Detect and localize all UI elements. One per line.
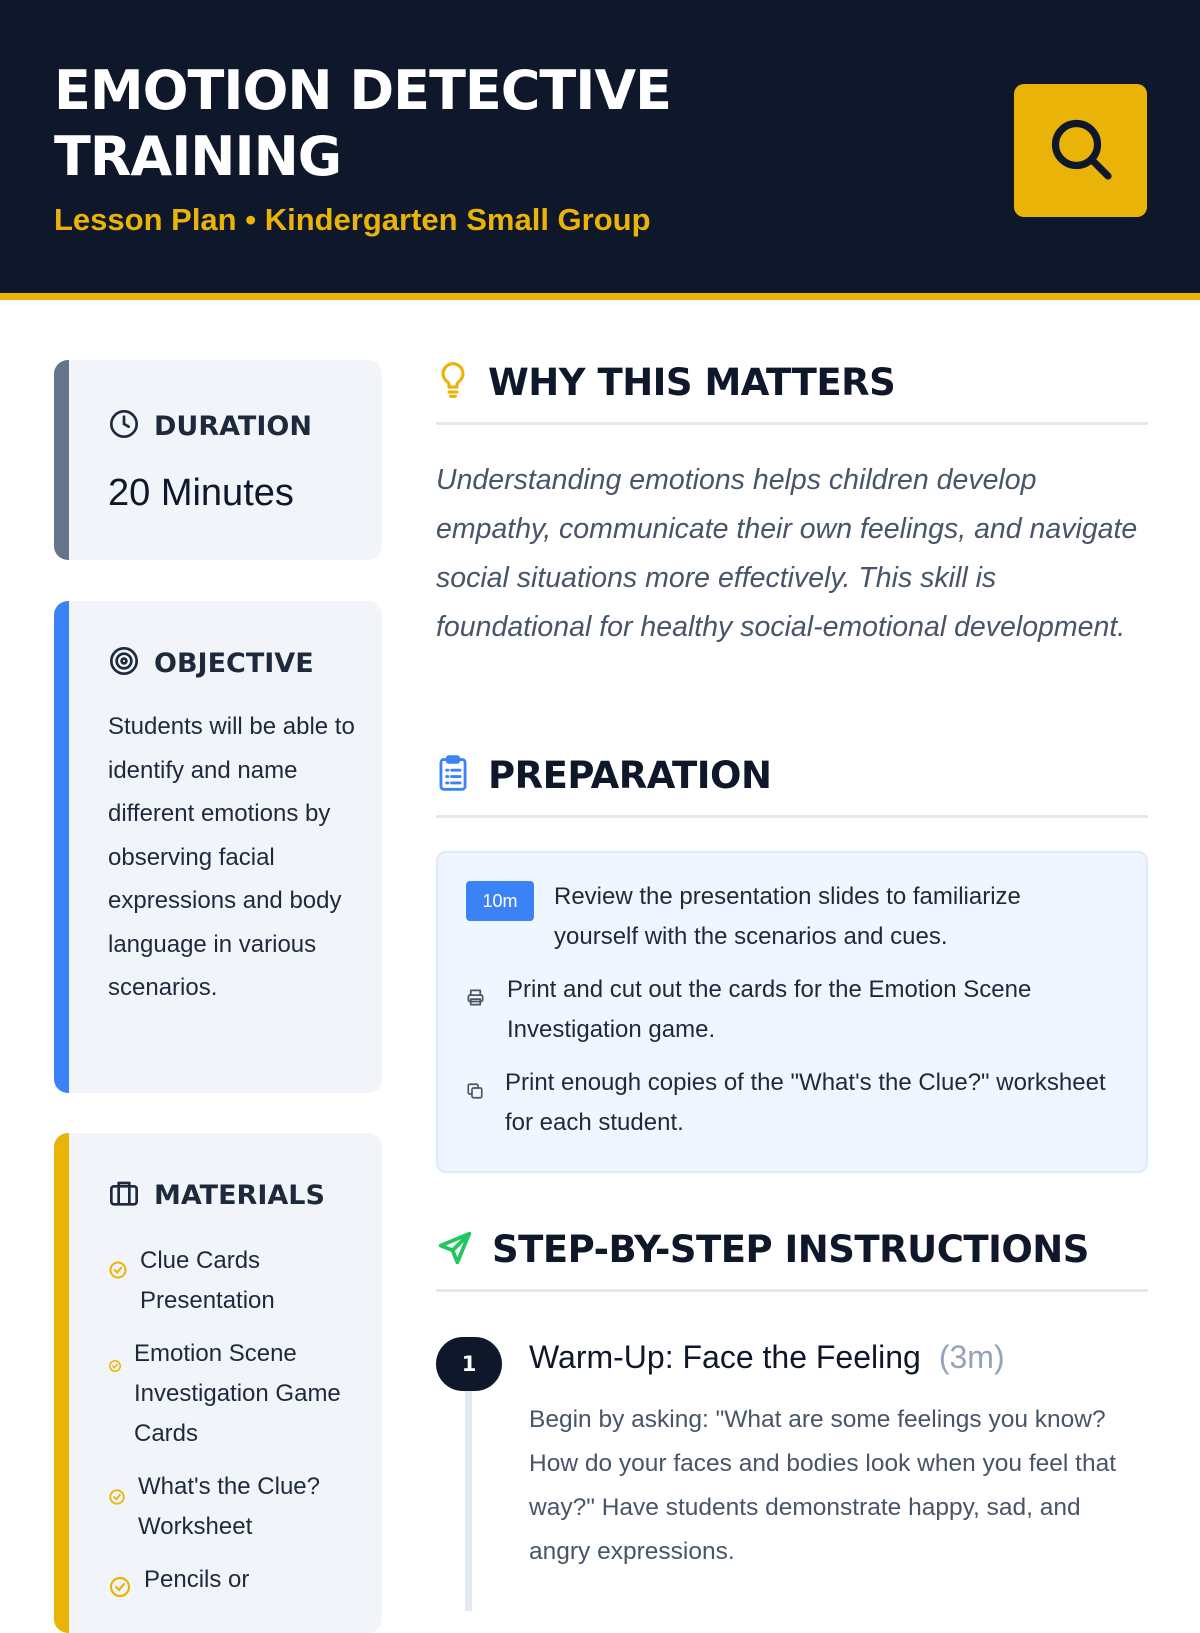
check-circle-icon	[108, 1572, 132, 1612]
copy-icon	[466, 1073, 484, 1113]
preparation-title: PREPARATION	[488, 753, 772, 797]
send-icon	[436, 1229, 474, 1271]
materials-accent-bar	[54, 1133, 69, 1633]
step-number: 1	[436, 1337, 502, 1391]
step-title-text: Warm-Up: Face the Feeling	[529, 1339, 921, 1375]
why-title: WHY THIS MATTERS	[488, 360, 896, 404]
duration-accent-bar	[54, 360, 69, 560]
preparation-box	[436, 851, 1148, 1173]
material-label: Pencils or	[144, 1566, 250, 1593]
list-item	[108, 1560, 368, 1612]
materials-list	[108, 1241, 368, 1625]
preparation-section-header	[436, 753, 1148, 818]
time-badge: 10m	[466, 881, 534, 921]
prep-item	[466, 1063, 1126, 1143]
check-circle-icon	[108, 1346, 122, 1386]
list-item	[108, 1467, 368, 1547]
page-subtitle: Lesson Plan • Kindergarten Small Group	[54, 202, 651, 237]
list-item	[108, 1334, 368, 1454]
materials-card	[54, 1133, 382, 1633]
material-label: Clue Cards Presentation	[140, 1247, 275, 1314]
clipboard-icon	[436, 753, 470, 797]
target-icon	[108, 645, 140, 681]
materials-label: MATERIALS	[154, 1179, 325, 1211]
step-duration: (3m)	[938, 1339, 1005, 1375]
material-label: What's the Clue? Worksheet	[138, 1473, 321, 1540]
search-icon	[1045, 113, 1117, 189]
step-timeline-line	[465, 1391, 472, 1611]
check-circle-icon	[108, 1479, 126, 1519]
search-badge	[1014, 84, 1147, 217]
printer-icon	[466, 980, 485, 1020]
step-title	[529, 1339, 1005, 1376]
instructions-section-header	[436, 1228, 1148, 1292]
step-description: Begin by asking: "What are some feelings you know? How do your faces and bodies look when you feel that way?" Have students demonstrate happy, sad, and angry expressions.	[529, 1406, 1117, 1565]
prep-item-text: Print enough copies of the "What's the Clue?" worksheet for each student.	[505, 1069, 1106, 1136]
objective-text: Students will be able to identify and name different emotions by observing facial expressions and body language in various scenarios.	[108, 713, 355, 1001]
instructions-title: STEP-BY-STEP INSTRUCTIONS	[492, 1228, 1089, 1271]
duration-value: 20 Minutes	[108, 472, 294, 514]
objective-card	[54, 601, 382, 1093]
duration-label: DURATION	[154, 410, 312, 442]
material-label: Emotion Scene Investigation Game Cards	[134, 1340, 341, 1447]
briefcase-icon	[108, 1177, 140, 1213]
check-circle-icon	[108, 1253, 128, 1293]
page-header	[0, 0, 1200, 300]
clock-icon	[108, 408, 140, 444]
prep-item-text: Print and cut out the cards for the Emotion Scene Investigation game.	[507, 976, 1032, 1043]
page-title: EMOTION DETECTIVE TRAINING	[54, 59, 672, 188]
prep-item-text: Review the presentation slides to familiarize yourself with the scenarios and cues.	[554, 883, 1021, 950]
prep-item	[466, 877, 1106, 957]
list-item	[108, 1241, 368, 1321]
why-text: Understanding emotions helps children develop empathy, communicate their own feelings, and navigate social situations more effectively. This skill is foundational for healthy social-emotional development.	[436, 464, 1138, 643]
lightbulb-icon	[436, 360, 470, 404]
prep-item	[466, 970, 1126, 1050]
objective-label: OBJECTIVE	[154, 647, 314, 679]
duration-card	[54, 360, 382, 560]
objective-accent-bar	[54, 601, 69, 1093]
why-section-header	[436, 360, 1148, 425]
